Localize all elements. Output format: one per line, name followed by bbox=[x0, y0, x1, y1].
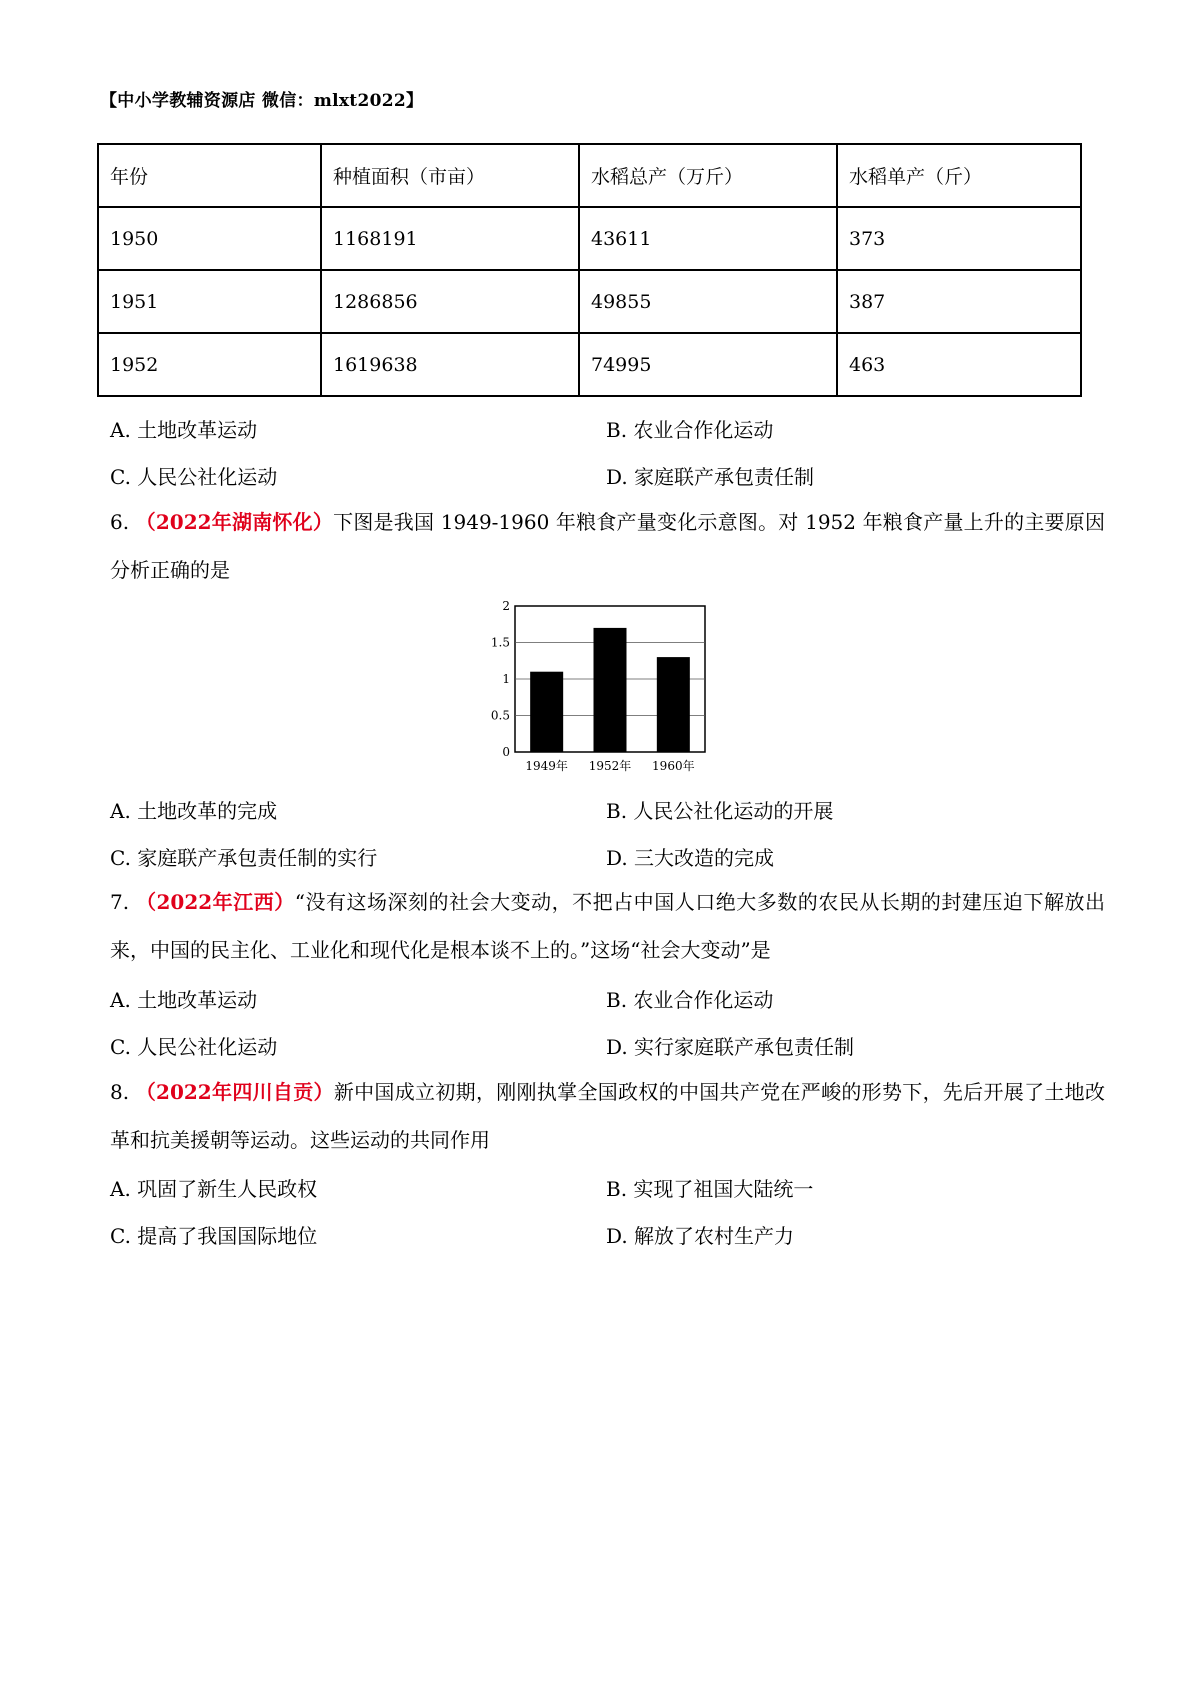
question-6 bbox=[110, 498, 1105, 594]
q6-option-b[interactable]: B. 人民公社化运动的开展 bbox=[606, 799, 834, 823]
x-tick-label: 1949年 bbox=[525, 759, 568, 773]
q7-options-row-2 bbox=[110, 1031, 1090, 1061]
x-tick-label: 1952年 bbox=[588, 759, 632, 773]
y-tick-label: 0 bbox=[502, 745, 510, 759]
question-source: （2022年四川自贡） bbox=[135, 1080, 334, 1104]
bar bbox=[594, 628, 627, 752]
q7-option-a[interactable]: A. 土地改革运动 bbox=[110, 988, 258, 1012]
y-tick-label: 0.5 bbox=[490, 708, 510, 723]
bar bbox=[657, 657, 690, 752]
question-8 bbox=[110, 1068, 1105, 1164]
question-source: （2022年江西） bbox=[135, 890, 295, 914]
table-cell: 43611 bbox=[579, 207, 837, 270]
table-cell: 1951 bbox=[98, 270, 321, 333]
q5-option-d[interactable]: D. 家庭联产承包责任制 bbox=[606, 465, 815, 489]
question-number: 8. bbox=[110, 1080, 136, 1104]
bar bbox=[530, 672, 563, 752]
question-7 bbox=[110, 878, 1105, 974]
q6-options-row-1 bbox=[110, 795, 1090, 825]
table-row bbox=[98, 270, 1081, 333]
q8-option-d[interactable]: D. 解放了农村生产力 bbox=[606, 1224, 795, 1248]
table-cell: 387 bbox=[837, 270, 1081, 333]
q8-option-c[interactable]: C. 提高了我国国际地位 bbox=[110, 1224, 318, 1248]
table-header-cell: 水稻总产（万斤） bbox=[579, 144, 837, 207]
rice-production-table bbox=[97, 143, 1082, 397]
table-cell: 1168191 bbox=[321, 207, 579, 270]
y-tick-label: 1 bbox=[502, 672, 510, 686]
q6-option-d[interactable]: D. 三大改造的完成 bbox=[606, 846, 775, 870]
q5-option-a[interactable]: A. 土地改革运动 bbox=[110, 418, 258, 442]
y-tick-label: 1.5 bbox=[490, 635, 510, 650]
q6-options-row-2 bbox=[110, 842, 1090, 872]
table-cell: 49855 bbox=[579, 270, 837, 333]
q5-option-b[interactable]: B. 农业合作化运动 bbox=[606, 418, 774, 442]
grain-output-bar-chart bbox=[480, 600, 740, 785]
q7-option-d[interactable]: D. 实行家庭联产承包责任制 bbox=[606, 1035, 855, 1059]
q8-options-row-2 bbox=[110, 1220, 1090, 1250]
q5-options-row-2 bbox=[110, 461, 1090, 491]
y-tick-label: 2 bbox=[502, 600, 510, 613]
q5-options-row-1 bbox=[110, 414, 1090, 444]
q6-option-c[interactable]: C. 家庭联产承包责任制的实行 bbox=[110, 846, 378, 870]
table-cell: 1286856 bbox=[321, 270, 579, 333]
table-cell: 373 bbox=[837, 207, 1081, 270]
question-text: 下图是我国 1949-1960 年粮食产量变化示意图。对 1952 年粮食产量上升的主要原因分析正确的是 bbox=[110, 510, 1105, 582]
table-header-row bbox=[98, 144, 1081, 207]
table-cell: 74995 bbox=[579, 333, 837, 396]
q8-option-a[interactable]: A. 巩固了新生人民政权 bbox=[110, 1177, 318, 1201]
table-row bbox=[98, 333, 1081, 396]
q5-option-c[interactable]: C. 人民公社化运动 bbox=[110, 465, 278, 489]
q7-options-row-1 bbox=[110, 984, 1090, 1014]
table-header-cell: 年份 bbox=[98, 144, 321, 207]
question-text: 新中国成立初期，刚刚执掌全国政权的中国共产党在严峻的形势下，先后开展了土地改革和抗美援朝等运动。这些运动的共同作用 bbox=[110, 1080, 1105, 1152]
grain-output-chart bbox=[480, 600, 740, 785]
table-header-cell: 水稻单产（斤） bbox=[837, 144, 1081, 207]
question-number: 6. bbox=[110, 510, 136, 534]
table-cell: 463 bbox=[837, 333, 1081, 396]
header-note: 【中小学教辅资源店 微信：mlxt2022】 bbox=[100, 91, 424, 111]
table-cell: 1619638 bbox=[321, 333, 579, 396]
q8-option-b[interactable]: B. 实现了祖国大陆统一 bbox=[606, 1177, 814, 1201]
question-text: “没有这场深刻的社会大变动，不把占中国人口绝大多数的农民从长期的封建压迫下解放出来，中国的民主化、工业化和现代化是根本谈不上的。”这场“社会大变动”是 bbox=[110, 890, 1105, 962]
x-tick-label: 1960年 bbox=[652, 759, 695, 773]
q7-option-c[interactable]: C. 人民公社化运动 bbox=[110, 1035, 278, 1059]
q7-option-b[interactable]: B. 农业合作化运动 bbox=[606, 988, 774, 1012]
table-row bbox=[98, 207, 1081, 270]
table-cell: 1952 bbox=[98, 333, 321, 396]
table-cell: 1950 bbox=[98, 207, 321, 270]
q6-option-a[interactable]: A. 土地改革的完成 bbox=[110, 799, 278, 823]
question-number: 7. bbox=[110, 890, 136, 914]
q8-options-row-1 bbox=[110, 1173, 1090, 1203]
table-header-cell: 种植面积（市亩） bbox=[321, 144, 579, 207]
question-source: （2022年湖南怀化） bbox=[135, 510, 334, 534]
